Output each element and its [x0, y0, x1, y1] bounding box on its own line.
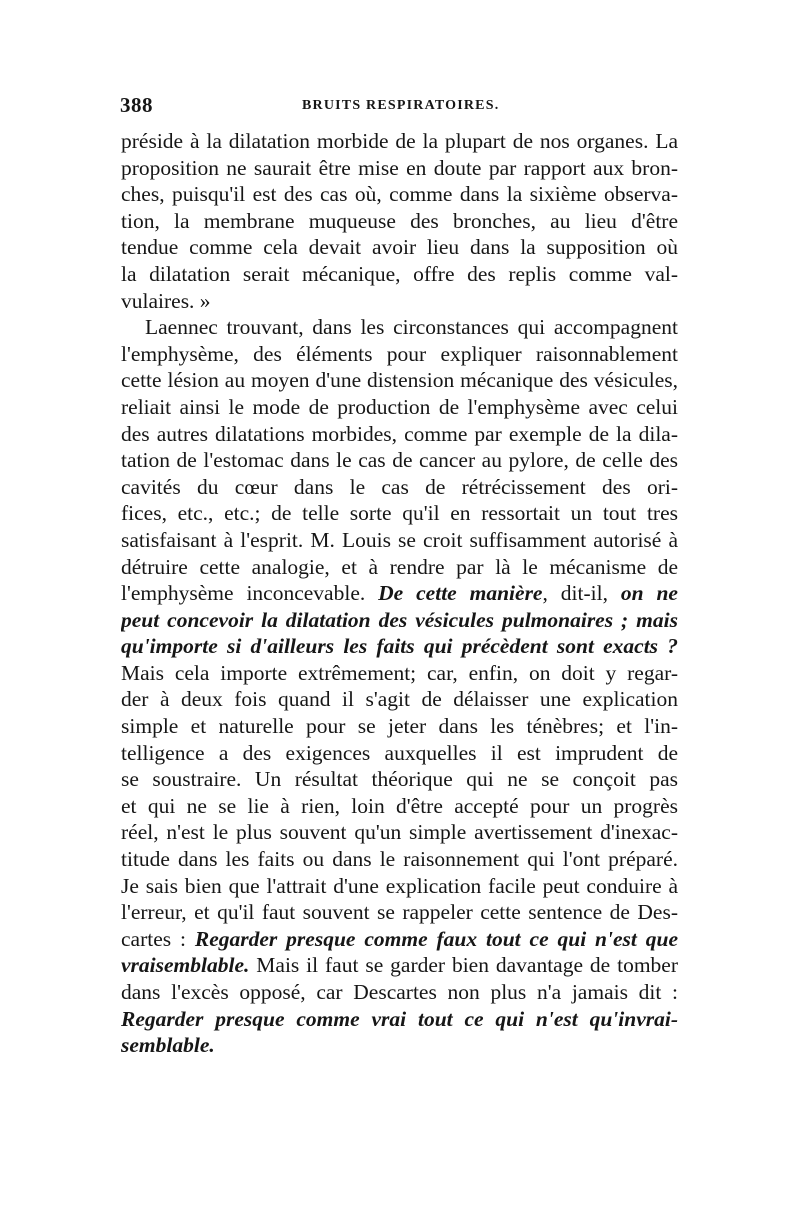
- text-line: [121, 474, 678, 501]
- text-segment: Mais il faut se garder bien davantage de tomber: [249, 953, 678, 978]
- text-line: [121, 873, 678, 900]
- text-line: [121, 500, 678, 527]
- text-line: [121, 979, 678, 1006]
- text-segment: titude dans les faits ou dans le raisonnement qui l'ont préparé.: [121, 847, 678, 872]
- text-segment: des autres dilatations morbides, comme par exemple de la dila-: [121, 421, 678, 446]
- text-segment: détruire cette analogie, et à rendre par là le mécanisme de: [121, 554, 678, 579]
- text-line: [121, 1006, 678, 1033]
- text-segment: se soustraire. Un résultat théorique qui ne se conçoit pas: [121, 767, 678, 792]
- text-segment: et qui ne se lie à rien, loin d'être accepté pour un progrès: [121, 793, 678, 818]
- text-segment: préside à la dilatation morbide de la plupart de nos organes. La: [121, 129, 678, 153]
- text-line: [121, 554, 678, 581]
- text-segment: , dit-il,: [542, 581, 621, 606]
- text-line: [121, 660, 678, 687]
- italic-emphasis: on ne: [620, 581, 678, 606]
- text-line: [121, 394, 678, 421]
- text-segment: proposition ne saurait être mise en doute par rapport aux bron-: [121, 155, 678, 180]
- text-segment: tation de l'estomac dans le cas de cancer au pylore, de celle des: [121, 448, 678, 473]
- page-number: 388: [120, 93, 153, 117]
- text-line: [121, 1032, 678, 1059]
- text-segment: simple et naturelle pour se jeter dans les ténèbres; et l'in-: [121, 714, 678, 739]
- text-segment: l'emphysème inconcevable.: [121, 581, 379, 606]
- text-line: [121, 527, 678, 554]
- text-segment: réel, n'est le plus souvent qu'un simple avertissement d'inexac-: [121, 820, 678, 845]
- text-line: [121, 128, 678, 155]
- text-line: [121, 181, 678, 208]
- text-segment: la dilatation serait mécanique, offre des replis comme val-: [121, 261, 678, 286]
- text-line: [121, 952, 678, 979]
- text-line: [121, 155, 678, 182]
- text-line: [121, 740, 678, 767]
- text-line: [121, 288, 678, 315]
- text-line: [121, 314, 678, 341]
- text-segment: fices, etc., etc.; de telle sorte qu'il en ressortait un tout tres: [121, 501, 678, 526]
- text-line: [121, 234, 678, 261]
- text-segment: der à deux fois quand il s'agit de délaisser une explication: [121, 687, 678, 712]
- text-line: [121, 447, 678, 474]
- text-segment: Je sais bien que l'attrait d'une explication facile peut conduire à: [121, 873, 678, 898]
- italic-emphasis: qu'importe si d'ailleurs les faits qui précèdent sont exacts ?: [121, 634, 678, 659]
- text-line: [121, 580, 678, 607]
- text-line: [121, 846, 678, 873]
- body-text: [121, 128, 678, 1059]
- text-segment: Mais cela importe extrêmement; car, enfin, on doit y regar-: [121, 660, 678, 685]
- text-segment: cette lésion au moyen d'une distension mécanique des vésicules,: [121, 368, 678, 393]
- italic-emphasis: De cette manière: [378, 581, 543, 606]
- italic-emphasis: vraisemblable.: [121, 953, 250, 978]
- text-line: [121, 208, 678, 235]
- text-segment: l'erreur, et qu'il faut souvent se rappeler cette sentence de Des-: [121, 900, 678, 925]
- text-segment: telligence a des exigences auxquelles il est imprudent de: [121, 740, 678, 765]
- text-line: [121, 926, 678, 953]
- text-segment: satisfaisant à l'esprit. M. Louis se croit suffisamment autorisé à: [121, 527, 678, 552]
- text-segment: Laennec trouvant, dans les circonstances qui accompagnent: [145, 315, 678, 340]
- italic-emphasis: semblable.: [121, 1033, 215, 1058]
- text-line: [121, 367, 678, 394]
- text-line: [121, 261, 678, 288]
- text-line: [121, 421, 678, 448]
- text-segment: cavités du cœur dans le cas de rétrécissement des ori-: [121, 474, 678, 499]
- italic-emphasis: Regarder presque comme vrai tout ce qui n'est qu'invrai-: [121, 1006, 678, 1031]
- text-line: [121, 686, 678, 713]
- text-segment: vulaires. »: [121, 288, 211, 313]
- text-segment: tendue comme cela devait avoir lieu dans la supposition où: [121, 235, 678, 260]
- text-line: [121, 713, 678, 740]
- text-segment: l'emphysème, des éléments pour expliquer raisonnablement: [121, 341, 678, 366]
- text-line: [121, 633, 678, 660]
- text-line: [121, 899, 678, 926]
- text-line: [121, 341, 678, 368]
- text-line: [121, 607, 678, 634]
- italic-emphasis: peut concevoir la dilatation des vésicules pulmonaires ; mais: [121, 607, 678, 632]
- text-segment: reliait ainsi le mode de production de l'emphysème avec celui: [121, 394, 678, 419]
- text-line: [121, 766, 678, 793]
- text-line: [121, 793, 678, 820]
- text-segment: dans l'excès opposé, car Descartes non plus n'a jamais dit :: [121, 980, 678, 1004]
- italic-emphasis: Regarder presque comme faux tout ce qui n'est que: [194, 926, 678, 951]
- running-head: [120, 93, 680, 123]
- text-segment: ches, puisqu'il est des cas où, comme dans la sixième observa-: [121, 182, 678, 207]
- text-segment: tion, la membrane muqueuse des bronches, au lieu d'être: [121, 208, 678, 233]
- text-segment: cartes :: [121, 926, 195, 951]
- running-title: BRUITS RESPIRATOIRES.: [302, 98, 500, 113]
- text-line: [121, 819, 678, 846]
